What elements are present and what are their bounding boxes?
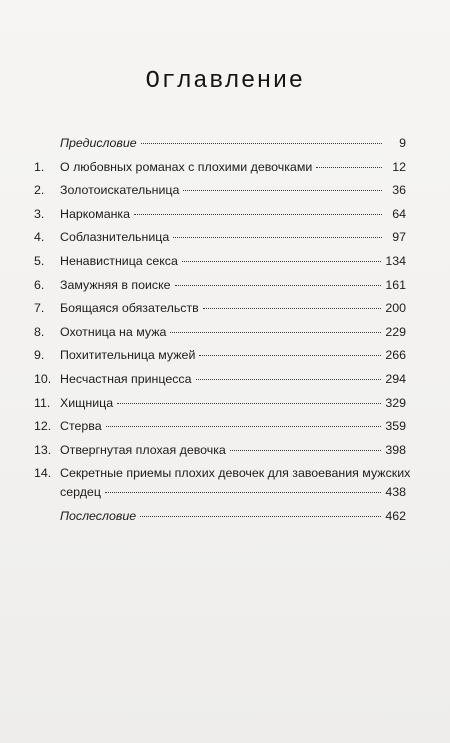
toc-entry bbox=[34, 443, 406, 467]
toc-entry-title: Ненавистница секса bbox=[60, 253, 178, 268]
toc-entry-number: 2. bbox=[34, 183, 45, 198]
toc-entry-page: 359 bbox=[385, 419, 406, 434]
toc-entry-number: 11. bbox=[34, 395, 51, 410]
toc-leader-dots bbox=[134, 214, 382, 215]
toc-entry-page: 9 bbox=[399, 136, 406, 150]
toc-entry-page: 64 bbox=[392, 206, 406, 221]
toc-leader-dots bbox=[183, 190, 382, 191]
toc-leader-dots bbox=[106, 426, 382, 427]
toc-entry-page: 294 bbox=[385, 371, 406, 386]
toc-entry bbox=[34, 325, 406, 349]
toc-entry-page: 200 bbox=[385, 301, 406, 316]
toc-leader-dots bbox=[105, 492, 381, 493]
toc-entry bbox=[34, 278, 406, 302]
toc-entry bbox=[34, 254, 406, 278]
toc-entry-page: 438 bbox=[385, 485, 406, 500]
toc-entry-title: Боящаяся обязательств bbox=[60, 301, 199, 316]
toc-entry-title: Стерва bbox=[60, 419, 102, 434]
toc-leader-dots bbox=[117, 403, 381, 404]
page-title: Оглавление bbox=[145, 68, 305, 95]
toc-leader-dots bbox=[175, 285, 382, 286]
toc-entry-page: 398 bbox=[385, 442, 406, 457]
toc-leader-dots bbox=[140, 516, 381, 517]
toc-entry-title-line1: Секретные приемы плохих девочек для завоевания мужских bbox=[60, 466, 411, 481]
toc-entry-page: 12 bbox=[392, 159, 406, 174]
toc-entry-title: Охотница на мужа bbox=[60, 324, 167, 339]
toc-entry-title: Замужняя в поиске bbox=[60, 277, 171, 292]
toc-leader-dots bbox=[203, 308, 382, 309]
toc-entry-number: 14. bbox=[34, 466, 52, 481]
toc-leader-dots bbox=[173, 237, 382, 238]
toc-entry-title: Предисловие bbox=[60, 136, 137, 150]
toc-entry-page: 266 bbox=[385, 348, 406, 363]
toc-entry-number: 6. bbox=[34, 277, 45, 292]
toc-entry-number: 9. bbox=[34, 348, 45, 363]
toc-entry-number: 5. bbox=[34, 253, 45, 268]
toc-entry bbox=[34, 372, 406, 396]
toc-entry-page: 462 bbox=[385, 508, 406, 523]
toc-entry bbox=[34, 509, 406, 533]
toc-entry-number: 10. bbox=[34, 371, 52, 386]
toc-entry-number: 3. bbox=[34, 206, 45, 221]
toc-leader-dots bbox=[199, 355, 381, 356]
toc-entry bbox=[34, 419, 406, 443]
toc-entry-multiline bbox=[34, 466, 411, 509]
toc-entry-title: Несчастная принцесса bbox=[60, 371, 192, 386]
toc-entry-page: 329 bbox=[385, 395, 406, 410]
toc-entry-page: 229 bbox=[385, 324, 406, 339]
toc-leader-dots bbox=[141, 143, 382, 144]
toc-entry-number: 1. bbox=[34, 159, 45, 174]
toc-entry-page: 97 bbox=[392, 230, 406, 245]
toc-entry-title: Хищница bbox=[60, 395, 114, 410]
toc-entry bbox=[34, 348, 406, 372]
toc-entry-page: 161 bbox=[385, 277, 406, 292]
toc-leader-dots bbox=[316, 167, 382, 168]
toc-entry-title: О любовных романах с плохими девочками bbox=[60, 159, 313, 174]
toc-entry bbox=[34, 136, 406, 160]
table-of-contents bbox=[34, 136, 411, 533]
toc-entry-number: 13. bbox=[34, 442, 52, 457]
toc-entry bbox=[34, 230, 406, 254]
toc-entry-number: 8. bbox=[34, 324, 45, 339]
toc-entry-number: 12. bbox=[34, 419, 52, 434]
toc-entry-number: 7. bbox=[34, 301, 45, 316]
toc-entry-title: Отвергнутая плохая девочка bbox=[60, 442, 226, 457]
toc-entry-title: Золотоискательница bbox=[60, 183, 180, 198]
toc-entry-page: 36 bbox=[392, 183, 406, 198]
toc-leader-dots bbox=[230, 450, 381, 451]
toc-entry bbox=[34, 160, 406, 184]
toc-entry bbox=[34, 207, 406, 231]
toc-entry-title: Соблазнительница bbox=[60, 230, 170, 245]
toc-entry-title: Наркоманка bbox=[60, 206, 131, 221]
toc-leader-dots bbox=[182, 261, 381, 262]
toc-entry-title: Послесловие bbox=[60, 508, 137, 523]
toc-entry bbox=[34, 183, 406, 207]
toc-entry-page: 134 bbox=[385, 253, 406, 268]
toc-entry-title: сердец bbox=[60, 485, 101, 500]
toc-entry bbox=[34, 301, 406, 325]
toc-entry bbox=[34, 396, 406, 420]
toc-leader-dots bbox=[170, 332, 381, 333]
toc-leader-dots bbox=[196, 379, 382, 380]
toc-entry-title: Похитительница мужей bbox=[60, 348, 196, 363]
toc-entry-number: 4. bbox=[34, 230, 45, 245]
